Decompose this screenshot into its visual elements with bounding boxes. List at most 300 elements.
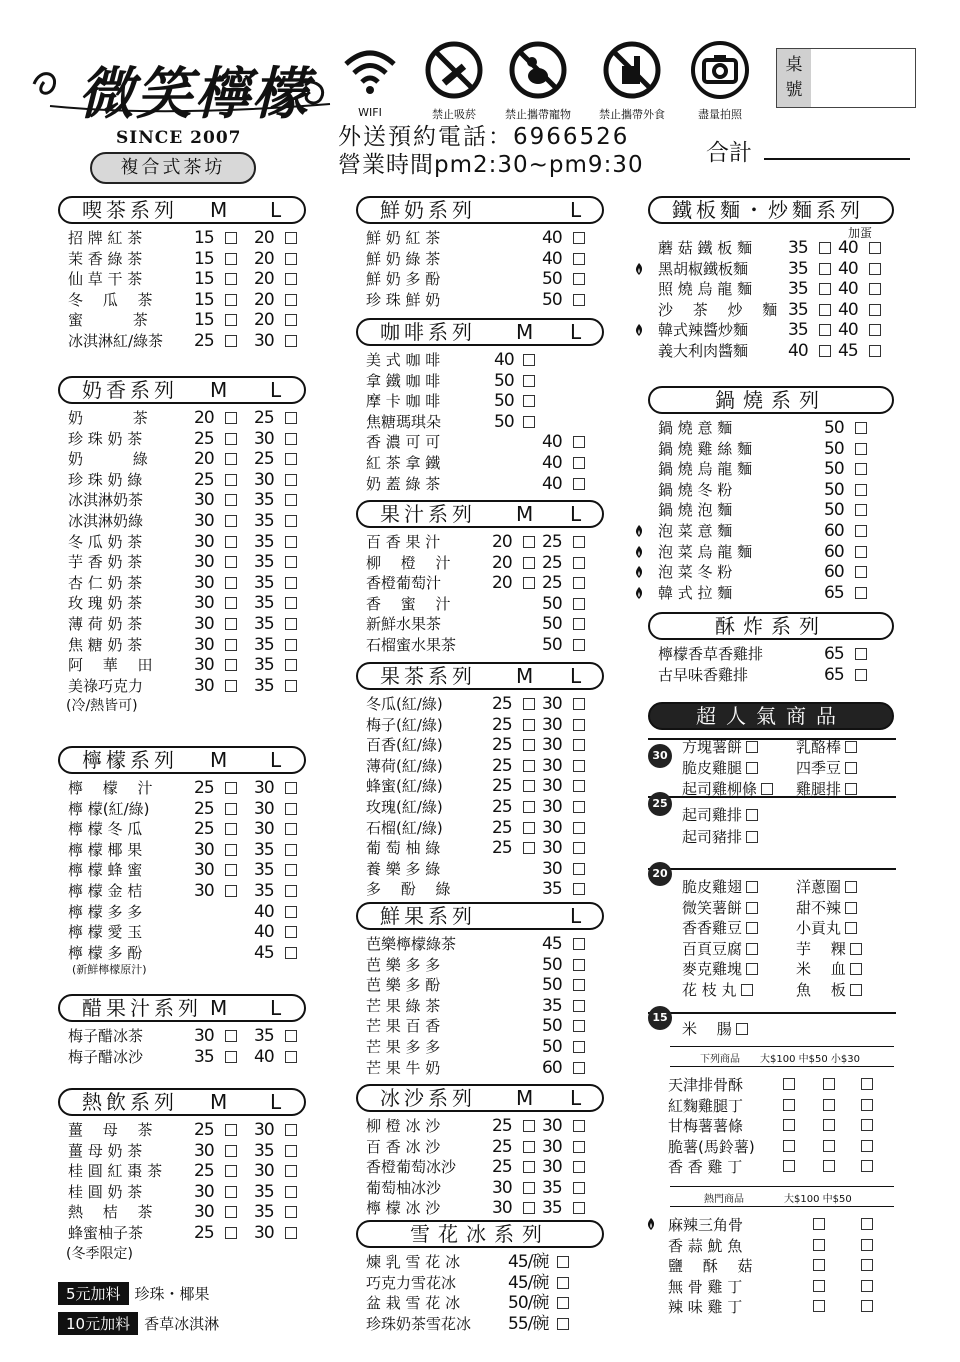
item-name: 香橙葡萄汁 bbox=[366, 574, 442, 593]
order-checkbox[interactable] bbox=[285, 639, 297, 651]
order-checkbox[interactable] bbox=[225, 1165, 237, 1177]
order-checkbox[interactable] bbox=[573, 598, 585, 610]
order-checkbox[interactable] bbox=[285, 885, 297, 897]
order-checkbox[interactable] bbox=[285, 947, 297, 959]
order-checkbox[interactable] bbox=[557, 1318, 569, 1330]
total-field[interactable] bbox=[764, 158, 910, 160]
order-checkbox[interactable] bbox=[855, 422, 867, 434]
order-checkbox[interactable] bbox=[573, 577, 585, 589]
order-checkbox[interactable] bbox=[225, 782, 237, 794]
order-checkbox[interactable] bbox=[573, 457, 585, 469]
order-checkbox[interactable] bbox=[225, 294, 237, 306]
order-checkbox[interactable] bbox=[850, 943, 862, 955]
order-checkbox[interactable] bbox=[869, 324, 881, 336]
order-checkbox[interactable] bbox=[573, 959, 585, 971]
order-checkbox[interactable] bbox=[573, 760, 585, 772]
order-checkbox[interactable] bbox=[285, 618, 297, 630]
order-checkbox[interactable] bbox=[861, 1119, 873, 1131]
order-checkbox[interactable] bbox=[869, 345, 881, 357]
order-checkbox[interactable] bbox=[573, 1202, 585, 1214]
section-header: 咖啡系列 M L bbox=[356, 318, 604, 346]
order-checkbox[interactable] bbox=[845, 881, 857, 893]
addon-10: 10元加料 香草冰淇淋 bbox=[58, 1312, 219, 1335]
order-checkbox[interactable] bbox=[523, 354, 535, 366]
section-note: (新鮮檸檬原汁) bbox=[72, 963, 147, 977]
item-price: 35 bbox=[788, 238, 808, 258]
order-checkbox[interactable] bbox=[573, 1161, 585, 1173]
item-name: 冬 瓜 奶 茶 bbox=[68, 532, 143, 551]
menu-item bbox=[58, 614, 306, 635]
order-checkbox[interactable] bbox=[523, 719, 535, 731]
order-checkbox[interactable] bbox=[225, 597, 237, 609]
item-name: 芋 粿 bbox=[796, 939, 846, 958]
item-price: 50 bbox=[494, 370, 514, 391]
order-checkbox[interactable] bbox=[225, 453, 237, 465]
order-checkbox[interactable] bbox=[573, 478, 585, 490]
item-name: 鍋 燒 雞 絲 麵 bbox=[658, 439, 753, 458]
popular-item bbox=[668, 1115, 743, 1136]
spicy-icon bbox=[632, 565, 646, 579]
order-checkbox[interactable] bbox=[285, 1051, 297, 1063]
order-checkbox[interactable] bbox=[573, 842, 585, 854]
order-checkbox[interactable] bbox=[861, 1280, 873, 1292]
order-checkbox[interactable] bbox=[783, 1099, 795, 1111]
order-checkbox[interactable] bbox=[225, 680, 237, 692]
menu-item bbox=[356, 573, 604, 594]
order-checkbox[interactable] bbox=[823, 1078, 835, 1090]
menu-item bbox=[58, 840, 306, 861]
section-header: 喫茶系列 M L bbox=[58, 196, 306, 224]
order-checkbox[interactable] bbox=[855, 648, 867, 660]
price-group-badge: 30 bbox=[648, 744, 672, 768]
order-checkbox[interactable] bbox=[285, 1227, 297, 1239]
order-checkbox[interactable] bbox=[819, 283, 831, 295]
order-checkbox[interactable] bbox=[523, 536, 535, 548]
order-checkbox[interactable] bbox=[285, 680, 297, 692]
order-checkbox[interactable] bbox=[823, 1160, 835, 1172]
order-checkbox[interactable] bbox=[225, 515, 237, 527]
item-price: 30 bbox=[194, 613, 214, 634]
order-checkbox[interactable] bbox=[285, 536, 297, 548]
order-checkbox[interactable] bbox=[225, 639, 237, 651]
item-name: 奶 蓋 綠 茶 bbox=[366, 474, 441, 493]
order-checkbox[interactable] bbox=[845, 902, 857, 914]
order-checkbox[interactable] bbox=[225, 494, 237, 506]
order-checkbox[interactable] bbox=[746, 831, 758, 843]
item-name: 檸 檬 多 多 bbox=[68, 902, 143, 921]
order-checkbox[interactable] bbox=[861, 1099, 873, 1111]
order-checkbox[interactable] bbox=[523, 375, 535, 387]
menu-item bbox=[58, 1202, 306, 1223]
order-checkbox[interactable] bbox=[557, 1297, 569, 1309]
menu-item bbox=[356, 996, 604, 1017]
order-checkbox[interactable] bbox=[855, 525, 867, 537]
item-price: 35 bbox=[254, 490, 274, 511]
order-checkbox[interactable] bbox=[225, 433, 237, 445]
order-checkbox[interactable] bbox=[819, 263, 831, 275]
order-checkbox[interactable] bbox=[573, 618, 585, 630]
item-name: 芒 果 綠 茶 bbox=[366, 996, 441, 1015]
order-checkbox[interactable] bbox=[225, 232, 237, 244]
item-price: 40 bbox=[254, 922, 274, 943]
order-checkbox[interactable] bbox=[285, 577, 297, 589]
order-checkbox[interactable] bbox=[523, 801, 535, 813]
order-checkbox[interactable] bbox=[225, 1051, 237, 1063]
order-checkbox[interactable] bbox=[285, 844, 297, 856]
item-price: 60 bbox=[542, 1057, 562, 1078]
item-price: 40 bbox=[542, 473, 562, 494]
order-checkbox[interactable] bbox=[855, 443, 867, 455]
order-checkbox[interactable] bbox=[225, 659, 237, 671]
item-name: 柳 橙 冰 沙 bbox=[366, 1117, 441, 1135]
item-price: 15 bbox=[194, 310, 214, 331]
order-checkbox[interactable] bbox=[573, 1062, 585, 1074]
order-checkbox[interactable] bbox=[573, 1182, 585, 1194]
order-checkbox[interactable] bbox=[285, 232, 297, 244]
order-checkbox[interactable] bbox=[573, 801, 585, 813]
item-price: 20 bbox=[492, 573, 512, 594]
order-checkbox[interactable] bbox=[861, 1300, 873, 1312]
item-name: 甘梅薯薯條 bbox=[668, 1117, 744, 1136]
popular-item bbox=[682, 804, 758, 825]
order-checkbox[interactable] bbox=[285, 1165, 297, 1177]
order-checkbox[interactable] bbox=[523, 577, 535, 589]
order-checkbox[interactable] bbox=[285, 782, 297, 794]
item-name: 鹽 酥 菇 bbox=[668, 1257, 753, 1276]
item-price: 30 bbox=[194, 531, 214, 552]
order-checkbox[interactable] bbox=[285, 412, 297, 424]
section-header: 酥炸系列 bbox=[648, 612, 894, 640]
order-checkbox[interactable] bbox=[741, 984, 753, 996]
menu-item bbox=[58, 860, 306, 881]
order-checkbox[interactable] bbox=[523, 557, 535, 569]
menu-item bbox=[356, 934, 604, 955]
order-checkbox[interactable] bbox=[823, 1140, 835, 1152]
order-checkbox[interactable] bbox=[285, 1206, 297, 1218]
order-checkbox[interactable] bbox=[225, 1145, 237, 1157]
order-checkbox[interactable] bbox=[225, 823, 237, 835]
notice-no-outside-food bbox=[592, 40, 672, 122]
notice-no-smoking bbox=[414, 40, 494, 122]
order-checkbox[interactable] bbox=[225, 314, 237, 326]
order-checkbox[interactable] bbox=[746, 943, 758, 955]
order-checkbox[interactable] bbox=[573, 557, 585, 569]
order-checkbox[interactable] bbox=[523, 760, 535, 772]
menu-item bbox=[356, 955, 604, 976]
item-name: 檸 檬 冬 瓜 bbox=[68, 820, 143, 839]
order-checkbox[interactable] bbox=[285, 803, 297, 815]
section-header: 超人氣商品 bbox=[648, 702, 894, 730]
list-subhead: 下列商品 大$100 中$50 小$30 bbox=[700, 1054, 860, 1065]
section-header: 醋果汁系列 M L bbox=[58, 994, 306, 1022]
table-number-box[interactable] bbox=[776, 48, 916, 108]
order-checkbox[interactable] bbox=[225, 474, 237, 486]
order-checkbox[interactable] bbox=[285, 556, 297, 568]
menu-item bbox=[356, 797, 604, 818]
order-checkbox[interactable] bbox=[813, 1280, 825, 1292]
order-checkbox[interactable] bbox=[823, 1099, 835, 1111]
order-checkbox[interactable] bbox=[523, 698, 535, 710]
menu-item bbox=[356, 1273, 604, 1294]
order-checkbox[interactable] bbox=[813, 1218, 825, 1230]
order-checkbox[interactable] bbox=[285, 474, 297, 486]
order-checkbox[interactable] bbox=[845, 741, 857, 753]
order-checkbox[interactable] bbox=[813, 1300, 825, 1312]
menu-item bbox=[648, 644, 894, 665]
item-name: 雞腿排 bbox=[796, 780, 842, 798]
section-note: (冷/熱皆可) bbox=[66, 698, 138, 715]
order-checkbox[interactable] bbox=[573, 639, 585, 651]
order-checkbox[interactable] bbox=[557, 1256, 569, 1268]
order-checkbox[interactable] bbox=[746, 809, 758, 821]
order-checkbox[interactable] bbox=[573, 863, 585, 875]
order-checkbox[interactable] bbox=[573, 719, 585, 731]
order-checkbox[interactable] bbox=[285, 494, 297, 506]
order-checkbox[interactable] bbox=[855, 587, 867, 599]
divider bbox=[648, 868, 896, 870]
business-hours: 營業時間pm2:30~pm9:30 bbox=[338, 152, 644, 178]
menu-item bbox=[356, 1037, 604, 1058]
item-price: 30 bbox=[542, 796, 562, 817]
order-checkbox[interactable] bbox=[855, 566, 867, 578]
order-checkbox[interactable] bbox=[746, 881, 758, 893]
section-teppan bbox=[648, 196, 894, 362]
item-price: 25 bbox=[194, 330, 214, 351]
order-checkbox[interactable] bbox=[285, 453, 297, 465]
order-checkbox[interactable] bbox=[285, 1030, 297, 1042]
order-checkbox[interactable] bbox=[573, 253, 585, 265]
order-checkbox[interactable] bbox=[225, 803, 237, 815]
order-checkbox[interactable] bbox=[855, 504, 867, 516]
order-checkbox[interactable] bbox=[850, 963, 862, 975]
item-name: 照 燒 烏 龍 麵 bbox=[658, 280, 753, 299]
order-checkbox[interactable] bbox=[573, 1141, 585, 1153]
popular-item bbox=[796, 938, 862, 959]
divider bbox=[670, 1046, 894, 1047]
item-name: 小貢丸 bbox=[796, 919, 842, 938]
order-checkbox[interactable] bbox=[861, 1160, 873, 1172]
item-price: 40 bbox=[254, 901, 274, 922]
order-checkbox[interactable] bbox=[225, 618, 237, 630]
menu-item bbox=[356, 371, 604, 392]
item-price: 25 bbox=[492, 735, 512, 756]
order-checkbox[interactable] bbox=[869, 283, 881, 295]
menu-item bbox=[58, 269, 306, 290]
order-checkbox[interactable] bbox=[746, 922, 758, 934]
order-checkbox[interactable] bbox=[225, 536, 237, 548]
order-checkbox[interactable] bbox=[523, 1120, 535, 1132]
item-price: 35 bbox=[542, 1177, 562, 1198]
order-checkbox[interactable] bbox=[225, 556, 237, 568]
order-checkbox[interactable] bbox=[746, 963, 758, 975]
order-checkbox[interactable] bbox=[813, 1259, 825, 1271]
item-name: 黑胡椒鐵板麵 bbox=[658, 259, 749, 278]
order-checkbox[interactable] bbox=[869, 242, 881, 254]
order-checkbox[interactable] bbox=[523, 1141, 535, 1153]
order-checkbox[interactable] bbox=[225, 1124, 237, 1136]
menu-item bbox=[58, 1223, 306, 1244]
order-checkbox[interactable] bbox=[819, 345, 831, 357]
order-checkbox[interactable] bbox=[225, 1186, 237, 1198]
order-checkbox[interactable] bbox=[573, 1020, 585, 1032]
order-checkbox[interactable] bbox=[285, 294, 297, 306]
item-price: 20 bbox=[254, 228, 274, 248]
section-vinegar bbox=[58, 994, 306, 1067]
order-checkbox[interactable] bbox=[783, 1119, 795, 1131]
menu-item bbox=[58, 490, 306, 511]
order-checkbox[interactable] bbox=[573, 780, 585, 792]
order-checkbox[interactable] bbox=[225, 1206, 237, 1218]
notice-label: 禁止攜帶外食 bbox=[599, 108, 665, 121]
order-checkbox[interactable] bbox=[225, 844, 237, 856]
order-checkbox[interactable] bbox=[746, 741, 758, 753]
section-hot bbox=[58, 1088, 306, 1264]
item-name: 香橙葡萄冰沙 bbox=[366, 1158, 457, 1177]
order-checkbox[interactable] bbox=[850, 984, 862, 996]
item-price: 30 bbox=[542, 817, 562, 838]
order-checkbox[interactable] bbox=[225, 1030, 237, 1042]
order-checkbox[interactable] bbox=[813, 1239, 825, 1251]
item-name: 珍 珠 鮮 奶 bbox=[366, 290, 441, 309]
order-checkbox[interactable] bbox=[573, 698, 585, 710]
section-header: 鮮奶系列 L bbox=[356, 196, 604, 224]
item-price: 35 bbox=[254, 1140, 274, 1161]
order-checkbox[interactable] bbox=[225, 253, 237, 265]
order-checkbox[interactable] bbox=[285, 823, 297, 835]
item-name: 冰淇淋奶綠 bbox=[68, 511, 144, 530]
menu-item bbox=[58, 1141, 306, 1162]
item-price: 40 bbox=[788, 340, 808, 361]
order-checkbox[interactable] bbox=[861, 1078, 873, 1090]
order-checkbox[interactable] bbox=[285, 1186, 297, 1198]
menu-item bbox=[356, 1058, 604, 1079]
order-checkbox[interactable] bbox=[285, 335, 297, 347]
menu-item bbox=[58, 310, 306, 331]
order-checkbox[interactable] bbox=[573, 232, 585, 244]
item-price: 35 bbox=[788, 320, 808, 341]
order-checkbox[interactable] bbox=[523, 1161, 535, 1173]
order-checkbox[interactable] bbox=[861, 1140, 873, 1152]
order-checkbox[interactable] bbox=[573, 1000, 585, 1012]
order-checkbox[interactable] bbox=[855, 669, 867, 681]
order-checkbox[interactable] bbox=[225, 864, 237, 876]
item-name: 巧克力雪花冰 bbox=[366, 1273, 457, 1292]
order-checkbox[interactable] bbox=[285, 864, 297, 876]
menu-item bbox=[58, 573, 306, 594]
menu-item bbox=[356, 391, 604, 412]
order-checkbox[interactable] bbox=[523, 780, 535, 792]
order-checkbox[interactable] bbox=[573, 436, 585, 448]
popular-item bbox=[682, 876, 758, 897]
order-checkbox[interactable] bbox=[225, 1227, 237, 1239]
notice-label: WIFI bbox=[358, 106, 382, 119]
order-checkbox[interactable] bbox=[783, 1078, 795, 1090]
item-price: 40 bbox=[838, 238, 858, 258]
order-checkbox[interactable] bbox=[225, 577, 237, 589]
order-checkbox[interactable] bbox=[523, 822, 535, 834]
order-checkbox[interactable] bbox=[523, 739, 535, 751]
order-checkbox[interactable] bbox=[855, 484, 867, 496]
item-price: 35 bbox=[254, 839, 274, 860]
order-checkbox[interactable] bbox=[861, 1259, 873, 1271]
order-checkbox[interactable] bbox=[225, 273, 237, 285]
order-checkbox[interactable] bbox=[855, 546, 867, 558]
item-name: 鮮 奶 紅 茶 bbox=[366, 229, 441, 247]
order-checkbox[interactable] bbox=[285, 597, 297, 609]
item-name: 檸檬香草香雞排 bbox=[658, 645, 764, 663]
order-checkbox[interactable] bbox=[855, 463, 867, 475]
order-checkbox[interactable] bbox=[285, 1145, 297, 1157]
order-checkbox[interactable] bbox=[285, 1124, 297, 1136]
order-checkbox[interactable] bbox=[285, 659, 297, 671]
order-checkbox[interactable] bbox=[523, 1202, 535, 1214]
order-checkbox[interactable] bbox=[573, 273, 585, 285]
order-checkbox[interactable] bbox=[869, 304, 881, 316]
order-checkbox[interactable] bbox=[285, 926, 297, 938]
item-name: 薑 母 茶 bbox=[68, 1121, 153, 1139]
order-checkbox[interactable] bbox=[573, 739, 585, 751]
item-price: 25 bbox=[194, 1120, 214, 1140]
order-checkbox[interactable] bbox=[861, 1218, 873, 1230]
order-checkbox[interactable] bbox=[523, 416, 535, 428]
order-checkbox[interactable] bbox=[523, 842, 535, 854]
order-checkbox[interactable] bbox=[783, 1160, 795, 1172]
section-fried bbox=[648, 612, 894, 685]
order-checkbox[interactable] bbox=[225, 335, 237, 347]
order-checkbox[interactable] bbox=[819, 304, 831, 316]
order-checkbox[interactable] bbox=[845, 783, 857, 795]
order-checkbox[interactable] bbox=[746, 902, 758, 914]
order-checkbox[interactable] bbox=[225, 885, 237, 897]
order-checkbox[interactable] bbox=[573, 294, 585, 306]
item-name: 芋 香 奶 茶 bbox=[68, 553, 143, 572]
item-price: 35 bbox=[254, 880, 274, 901]
order-checkbox[interactable] bbox=[285, 433, 297, 445]
order-checkbox[interactable] bbox=[573, 822, 585, 834]
order-checkbox[interactable] bbox=[523, 1182, 535, 1194]
section-header: 奶香系列 M L bbox=[58, 376, 306, 404]
order-checkbox[interactable] bbox=[285, 515, 297, 527]
order-checkbox[interactable] bbox=[783, 1140, 795, 1152]
order-checkbox[interactable] bbox=[285, 314, 297, 326]
order-checkbox[interactable] bbox=[869, 263, 881, 275]
item-price: 40 bbox=[542, 228, 562, 248]
order-checkbox[interactable] bbox=[819, 324, 831, 336]
order-checkbox[interactable] bbox=[523, 395, 535, 407]
order-checkbox[interactable] bbox=[746, 762, 758, 774]
item-price: 30 bbox=[194, 880, 214, 901]
order-checkbox[interactable] bbox=[819, 242, 831, 254]
order-checkbox[interactable] bbox=[285, 273, 297, 285]
order-checkbox[interactable] bbox=[573, 938, 585, 950]
order-checkbox[interactable] bbox=[845, 762, 857, 774]
order-checkbox[interactable] bbox=[861, 1239, 873, 1251]
order-checkbox[interactable] bbox=[845, 922, 857, 934]
order-checkbox[interactable] bbox=[823, 1119, 835, 1131]
order-checkbox[interactable] bbox=[573, 536, 585, 548]
order-checkbox[interactable] bbox=[573, 1120, 585, 1132]
order-checkbox[interactable] bbox=[225, 412, 237, 424]
order-checkbox[interactable] bbox=[736, 1023, 748, 1035]
order-checkbox[interactable] bbox=[761, 783, 773, 795]
order-checkbox[interactable] bbox=[573, 1041, 585, 1053]
order-checkbox[interactable] bbox=[573, 979, 585, 991]
order-checkbox[interactable] bbox=[573, 883, 585, 895]
section-header: 果茶系列 M L bbox=[356, 662, 604, 690]
order-checkbox[interactable] bbox=[285, 253, 297, 265]
order-checkbox[interactable] bbox=[557, 1277, 569, 1289]
order-checkbox[interactable] bbox=[285, 906, 297, 918]
